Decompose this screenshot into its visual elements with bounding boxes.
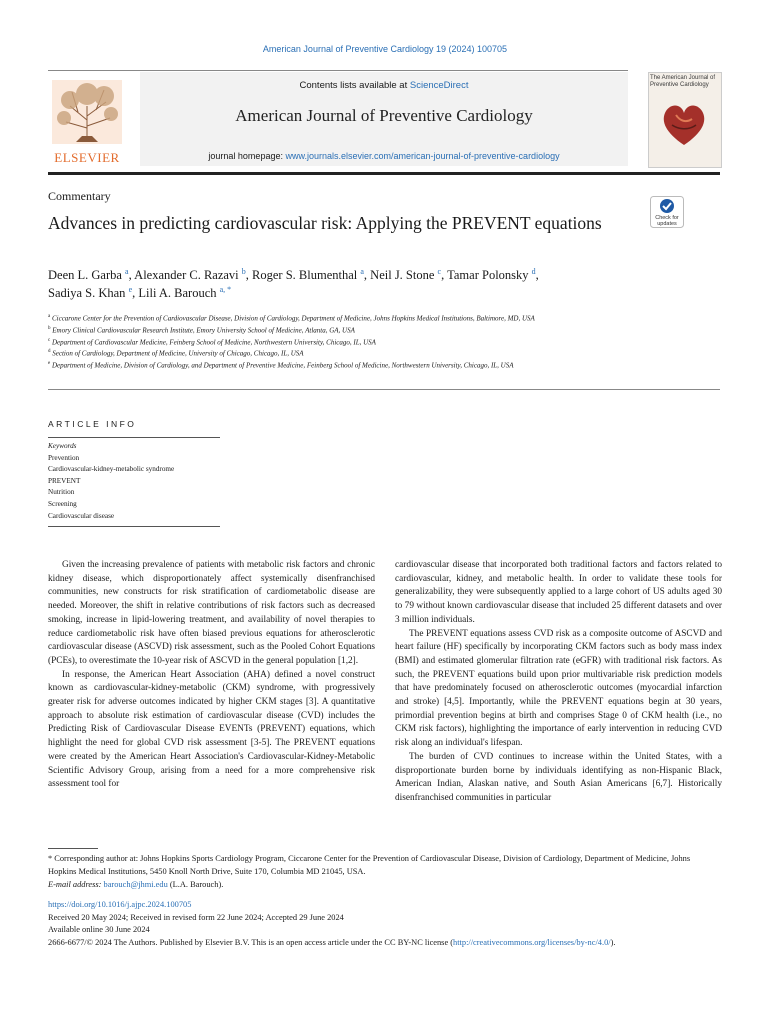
keyword-item: PREVENT [48,476,81,485]
license-text: 2666-6677/© 2024 The Authors. Published by Elsevier B.V. This is an open access article under the CC BY-NC license ( [48,937,454,947]
article-info-rule [48,437,220,438]
email-suffix: (L.A. Barouch). [167,880,224,889]
keyword-item: Cardiovascular-kidney-metabolic syndrome [48,465,175,474]
publication-info [48,899,720,949]
contents-prefix: Contents lists available at [299,80,410,91]
article-info-rule-bottom [48,526,220,527]
body-paragraph: The burden of CVD continues to increase within the United States, with a disproportionate burden borne by individuals identifying as non-Hispanic Black, American Indian, Alaskan native, and South Asian Americans [6,7]. Historically disenfranchised communities in particular [395,751,722,803]
body-column-left [48,559,375,792]
keyword-item: Nutrition [48,488,75,497]
affiliation-item: $^c$ Department of Cardiovascular Medicine, Feinberg School of Medicine, Northwestern University, Chicago, IL, USA [48,337,376,346]
author[interactable]: Deen L. Garba $^a$ [48,266,129,282]
affiliation-item: $^a$ Ciccarone Center for the Prevention of Cardiovascular Disease, Division of Cardiology, Department of Medicine, Johns Hopkins Medical Institutions, Baltimore, MD, USA [48,314,535,323]
license-line [48,937,720,950]
keywords-block [48,441,220,522]
homepage-link[interactable]: www.journals.elsevier.com/american-journal-of-preventive-cardiology [285,151,560,161]
svg-text:Check for: Check for [655,215,679,221]
heart-illustration-icon [656,95,712,151]
keywords-label: Keywords [48,442,77,450]
author[interactable]: Roger S. Blumenthal $^a$ [252,266,364,282]
email-link[interactable]: barouch@jhmi.edu [103,880,168,889]
article-type: Commentary [48,189,111,203]
email-line [48,878,720,891]
body-paragraph: The PREVENT equations assess CVD risk as a composite outcome of ASCVD and heart failure (HF) specifically by incorporating CKM factors such as body mass index (BMI) and estimated glomerular filtration rate (eGFR) with traditional risk factors. As such, the PREVENT equations build upon prior multivariable risk prediction models that have predominately focused on atherosclerotic outcomes (myocardial infarction and stroke) [4,5]. Importantly, while the PREVENT equations begin at 30 years, primordial prevention begins at birth and comprises Stage 0 of CKM health (i.e., no CKM risk factors), highlighting the importance of early intervention in reducing CVD risk along an individual's lifespan. [395,628,722,749]
homepage-line [140,151,628,161]
check-for-updates-badge[interactable] [650,196,684,228]
contents-line [140,80,628,91]
header-top-rule [48,70,628,71]
body-column-right [395,559,722,806]
email-label: E-mail address: [48,880,104,889]
author[interactable]: Sadiya S. Khan $^e$ [48,284,133,300]
section-divider [48,389,720,390]
corresponding-author-note: * Corresponding author at: Johns Hopkins Sports Cardiology Program, Ciccarone Center for the Prevention of Cardiovascular Disease, Division of Cardiology, Department of Medicine, Johns Hopkins Medical Institutions, 5450 Knoll North Drive, Suite 170, Columbia MD 21045, USA. [48,854,691,876]
body-paragraph: cardiovascular disease that incorporated both traditional factors and factors related to cardiovascular, kidney, and metabolic health. In order to validate these tools for generalizability, they were subsequently applied to a large cohort of US adults aged 30 to 79 without known cardiovascular disease that included 25 different datasets and over 3 million individuals. [395,560,722,625]
affiliation-item: $^b$ Emory Clinical Cardiovascular Research Institute, Emory University School of Medicine, Atlanta, GA, USA [48,325,355,335]
affiliation-item: $^d$ Section of Cardiology, Department of Medicine, University of Chicago, Chicago, IL, USA [48,349,304,358]
footnote-rule [48,848,98,849]
body-paragraph: In response, the American Heart Association (AHA) defined a novel construct known as cardiovascular-kidney-metabolic (CKM) syndrome, with progressively greater risk for adverse outcomes indicated by higher CKM stages [3]. A quantitative approach to absolute risk estimation of cardiovascular disease (CVD) includes the Predicting Risk of Cardiovascular Disease EVENTs (PREVENT) equations, which highlight the need for global CVD risk assessment [3-5]. The PREVENT equations were created by the American Heart Association's Cardiovascular-Kidney-Metabolic Scientific Advisory Group, arising from a need for a more comprehensive risk assessment tool for [48,669,375,790]
journal-reference[interactable]: American Journal of Preventive Cardiology 19 (2024) 100705 [262,44,508,54]
header-bottom-rule [48,172,720,175]
author[interactable]: Neil J. Stone $^c$ [370,266,442,282]
article-info-heading: ARTICLE INFO [48,419,137,429]
keyword-item: Screening [48,499,77,508]
affiliations [48,312,648,371]
footnote [48,852,720,891]
journal-name: American Journal of Preventive Cardiology [235,106,533,125]
keyword-item: Cardiovascular disease [48,511,115,520]
svg-text:updates: updates [657,221,677,227]
author-list: Deen L. Garba $^a$, Alexander C. Razavi $^b$, Roger S. Blumenthal $^a$, Neil J. Stone $^c$, Tamar Polonsky $^d$, Sadiya S. Khan $^e$, Lili A. Barouch $^{a, *}$ [48,266,539,300]
affiliation-item: $^e$ Department of Medicine, Division of Cardiology, and Department of Preventive Medicine, Feinberg School of Medicine, Northwestern University, Chicago, IL, USA [48,361,514,370]
sciencedirect-link[interactable]: ScienceDirect [409,80,469,91]
license-suffix: ). [610,937,616,947]
license-link[interactable]: http://creativecommons.org/licenses/by-nc/4.0/ [453,937,611,947]
received-dates: Received 20 May 2024; Received in revised form 22 June 2024; Accepted 29 June 2024 [48,912,344,922]
article-title: Advances in predicting cardiovascular risk: Applying the PREVENT equations [48,213,602,233]
doi-link[interactable]: https://doi.org/10.1016/j.ajpc.2024.100705 [48,900,192,909]
author[interactable]: Lili A. Barouch $^{a, *}$ [138,284,232,300]
elsevier-wordmark: ELSEVIER [54,150,120,165]
keyword-item: Prevention [48,453,80,462]
homepage-prefix: journal homepage: [208,151,286,161]
body-paragraph: Given the increasing prevalence of patients with metabolic risk factors and chronic kidney disease, which disproportionately affect systemically disenfranchised communities, new constructs for risk stratification of cardiometabolic disease are needed. Moreover, the shift in relative contributions of risk factors such as decreased smoking, increase in lipid-lowering treatment, and availability of novel therapies to reduce cardiometabolic risk have often biased previous equations for atherosclerotic cardiovascular disease (ASCVD) risk assessment, such as the Pooled Cohort Equations (PCEs), to overestimate the 10-year risk of ASCVD in the general population [1,2]. [48,560,375,666]
cover-title: The American Journal of Preventive Cardiology [650,75,716,88]
online-date: Available online 30 June 2024 [48,925,150,935]
author[interactable]: Tamar Polonsky $^d$ [447,266,536,282]
author[interactable]: Alexander C. Razavi $^b$ [134,266,246,282]
